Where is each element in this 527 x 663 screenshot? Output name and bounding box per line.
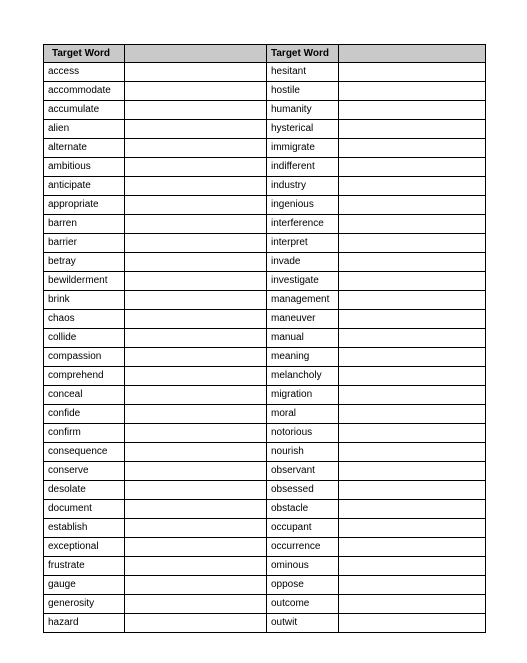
- blank-cell: [125, 234, 267, 253]
- header-blank-right: [339, 45, 486, 63]
- blank-cell: [339, 234, 486, 253]
- target-word-cell: conceal: [44, 386, 125, 405]
- target-word-cell: humanity: [267, 101, 339, 120]
- blank-cell: [125, 329, 267, 348]
- target-word-cell: hostile: [267, 82, 339, 101]
- target-word-cell: compassion: [44, 348, 125, 367]
- blank-cell: [125, 291, 267, 310]
- target-word-cell: occurrence: [267, 538, 339, 557]
- target-word-cell: chaos: [44, 310, 125, 329]
- blank-cell: [339, 538, 486, 557]
- table-row: [44, 234, 486, 253]
- blank-cell: [125, 367, 267, 386]
- table-row: [44, 272, 486, 291]
- target-word-cell: hysterical: [267, 120, 339, 139]
- blank-cell: [125, 215, 267, 234]
- blank-cell: [125, 595, 267, 614]
- target-word-cell: interpret: [267, 234, 339, 253]
- blank-cell: [125, 253, 267, 272]
- blank-cell: [125, 424, 267, 443]
- blank-cell: [125, 405, 267, 424]
- target-word-cell: confirm: [44, 424, 125, 443]
- table-row: [44, 367, 486, 386]
- target-word-cell: maneuver: [267, 310, 339, 329]
- table-row: [44, 63, 486, 82]
- target-word-cell: investigate: [267, 272, 339, 291]
- blank-cell: [125, 63, 267, 82]
- target-word-cell: consequence: [44, 443, 125, 462]
- target-word-cell: interference: [267, 215, 339, 234]
- target-word-cell: access: [44, 63, 125, 82]
- target-word-cell: establish: [44, 519, 125, 538]
- header-blank-left: [125, 45, 267, 63]
- target-word-cell: frustrate: [44, 557, 125, 576]
- target-word-cell: occupant: [267, 519, 339, 538]
- target-word-cell: melancholy: [267, 367, 339, 386]
- target-word-cell: nourish: [267, 443, 339, 462]
- table-row: [44, 500, 486, 519]
- blank-cell: [125, 82, 267, 101]
- target-word-cell: management: [267, 291, 339, 310]
- table-row: [44, 405, 486, 424]
- target-word-cell: brink: [44, 291, 125, 310]
- table-row: [44, 177, 486, 196]
- table-row: [44, 443, 486, 462]
- blank-cell: [125, 386, 267, 405]
- blank-cell: [125, 120, 267, 139]
- blank-cell: [125, 614, 267, 633]
- target-word-cell: conserve: [44, 462, 125, 481]
- word-table: [43, 44, 486, 633]
- target-word-cell: moral: [267, 405, 339, 424]
- header-target-word-right: Target Word: [267, 45, 339, 63]
- blank-cell: [339, 576, 486, 595]
- table-row: [44, 348, 486, 367]
- blank-cell: [339, 101, 486, 120]
- blank-cell: [339, 481, 486, 500]
- blank-cell: [339, 614, 486, 633]
- table-row: [44, 101, 486, 120]
- blank-cell: [125, 519, 267, 538]
- target-word-cell: alien: [44, 120, 125, 139]
- target-word-cell: meaning: [267, 348, 339, 367]
- blank-cell: [125, 310, 267, 329]
- blank-cell: [125, 443, 267, 462]
- table-row: [44, 215, 486, 234]
- target-word-cell: observant: [267, 462, 339, 481]
- header-target-word-left: Target Word: [44, 45, 125, 63]
- target-word-cell: barrier: [44, 234, 125, 253]
- target-word-cell: alternate: [44, 139, 125, 158]
- target-word-cell: generosity: [44, 595, 125, 614]
- blank-cell: [339, 329, 486, 348]
- target-word-cell: confide: [44, 405, 125, 424]
- table-row: [44, 196, 486, 215]
- target-word-cell: outcome: [267, 595, 339, 614]
- table-row: [44, 82, 486, 101]
- table-row: [44, 386, 486, 405]
- blank-cell: [339, 63, 486, 82]
- blank-cell: [125, 272, 267, 291]
- target-word-cell: obsessed: [267, 481, 339, 500]
- target-word-cell: hazard: [44, 614, 125, 633]
- blank-cell: [339, 348, 486, 367]
- target-word-cell: ambitious: [44, 158, 125, 177]
- target-word-cell: notorious: [267, 424, 339, 443]
- blank-cell: [339, 120, 486, 139]
- table-row: [44, 614, 486, 633]
- target-word-cell: ominous: [267, 557, 339, 576]
- blank-cell: [125, 177, 267, 196]
- target-word-cell: immigrate: [267, 139, 339, 158]
- target-word-cell: comprehend: [44, 367, 125, 386]
- blank-cell: [339, 139, 486, 158]
- target-word-cell: anticipate: [44, 177, 125, 196]
- blank-cell: [125, 101, 267, 120]
- table-row: [44, 595, 486, 614]
- target-word-cell: collide: [44, 329, 125, 348]
- table-row: [44, 253, 486, 272]
- blank-cell: [339, 82, 486, 101]
- table-row: [44, 538, 486, 557]
- blank-cell: [125, 139, 267, 158]
- blank-cell: [125, 196, 267, 215]
- target-word-cell: betray: [44, 253, 125, 272]
- blank-cell: [339, 272, 486, 291]
- target-word-cell: desolate: [44, 481, 125, 500]
- blank-cell: [339, 462, 486, 481]
- blank-cell: [339, 519, 486, 538]
- blank-cell: [125, 158, 267, 177]
- blank-cell: [339, 424, 486, 443]
- table-row: [44, 519, 486, 538]
- table-row: [44, 481, 486, 500]
- table-row: [44, 291, 486, 310]
- blank-cell: [339, 253, 486, 272]
- table-row: [44, 158, 486, 177]
- blank-cell: [125, 481, 267, 500]
- blank-cell: [125, 348, 267, 367]
- target-word-cell: invade: [267, 253, 339, 272]
- target-word-cell: obstacle: [267, 500, 339, 519]
- blank-cell: [125, 576, 267, 595]
- target-word-cell: barren: [44, 215, 125, 234]
- blank-cell: [339, 291, 486, 310]
- target-word-cell: accommodate: [44, 82, 125, 101]
- blank-cell: [125, 538, 267, 557]
- word-rows: [44, 63, 486, 633]
- blank-cell: [339, 215, 486, 234]
- blank-cell: [339, 367, 486, 386]
- blank-cell: [339, 158, 486, 177]
- table-row: [44, 329, 486, 348]
- target-word-cell: industry: [267, 177, 339, 196]
- target-word-cell: manual: [267, 329, 339, 348]
- table-row: [44, 120, 486, 139]
- blank-cell: [339, 386, 486, 405]
- table-row: [44, 576, 486, 595]
- blank-cell: [339, 443, 486, 462]
- table-row: [44, 310, 486, 329]
- target-word-cell: appropriate: [44, 196, 125, 215]
- target-word-cell: hesitant: [267, 63, 339, 82]
- target-word-cell: gauge: [44, 576, 125, 595]
- target-word-cell: indifferent: [267, 158, 339, 177]
- table-row: [44, 462, 486, 481]
- table-row: [44, 139, 486, 158]
- target-word-cell: bewilderment: [44, 272, 125, 291]
- header-row: [44, 45, 486, 63]
- target-word-cell: ingenious: [267, 196, 339, 215]
- blank-cell: [339, 595, 486, 614]
- blank-cell: [339, 196, 486, 215]
- blank-cell: [339, 405, 486, 424]
- table-row: [44, 557, 486, 576]
- blank-cell: [339, 557, 486, 576]
- blank-cell: [125, 557, 267, 576]
- target-word-cell: outwit: [267, 614, 339, 633]
- blank-cell: [339, 310, 486, 329]
- blank-cell: [339, 177, 486, 196]
- target-word-cell: exceptional: [44, 538, 125, 557]
- target-word-cell: oppose: [267, 576, 339, 595]
- blank-cell: [339, 500, 486, 519]
- blank-cell: [125, 462, 267, 481]
- blank-cell: [125, 500, 267, 519]
- table-row: [44, 424, 486, 443]
- target-word-cell: migration: [267, 386, 339, 405]
- target-word-cell: accumulate: [44, 101, 125, 120]
- target-word-cell: document: [44, 500, 125, 519]
